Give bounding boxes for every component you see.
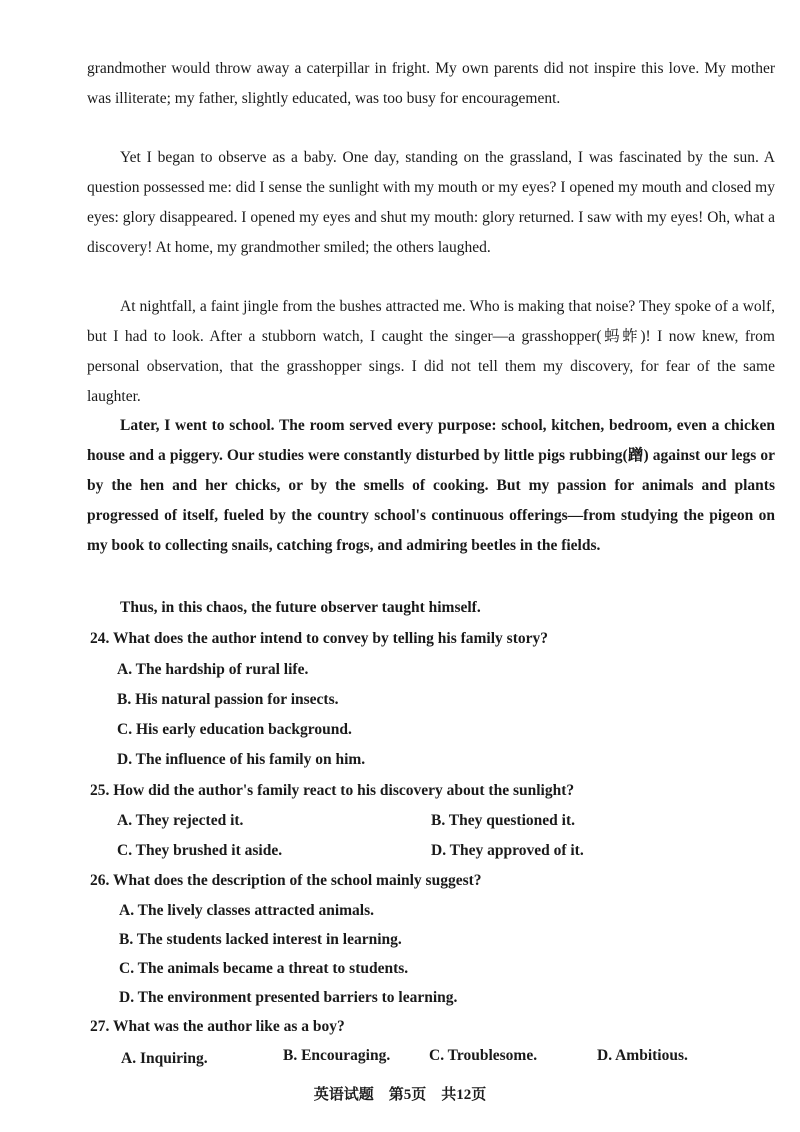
answer-option: A. The hardship of rural life. — [117, 661, 309, 678]
question-stem: 25. How did the author's family react to his discovery about the sunlight? — [90, 782, 575, 799]
passage-paragraph: At nightfall, a faint jingle from the bushes attracted me. Who is making that noise? They spoke of a wolf, but I had to look. After a stubborn watch, I caught the singer—a grasshopper(蚂蚱)! I now knew, from personal observation, that the grasshopper sings. I did not tell them my discovery, for fear of the same laughter. — [87, 298, 775, 405]
answer-option: A. The lively classes attracted animals. — [119, 902, 375, 919]
answer-option: D. The influence of his family on him. — [117, 751, 366, 768]
answer-option: C. Troublesome. — [429, 1047, 538, 1064]
answer-option: B. Encouraging. — [283, 1047, 391, 1064]
answer-option: B. His natural passion for insects. — [117, 691, 339, 708]
answer-option: D. The environment presented barriers to learning. — [119, 989, 458, 1006]
page-footer: 英语试题 第5页 共12页 — [313, 1087, 487, 1103]
question-stem: 24. What does the author intend to convey by telling his family story? — [90, 630, 548, 647]
answer-option: C. They brushed it aside. — [117, 842, 283, 859]
passage-paragraph: grandmother would throw away a caterpillar in fright. My own parents did not inspire this love. My mother was illiterate; my father, slightly educated, was too busy for encouragement. — [87, 60, 775, 107]
answer-option: C. The animals became a threat to students. — [119, 960, 409, 977]
question-stem: 26. What does the description of the school mainly suggest? — [90, 872, 482, 889]
answer-option: D. Ambitious. — [597, 1047, 688, 1064]
answer-option: B. The students lacked interest in learning. — [119, 931, 402, 948]
answer-option: D. They approved of it. — [431, 842, 584, 859]
answer-option: A. They rejected it. — [117, 812, 244, 829]
passage-paragraph: Thus, in this chaos, the future observer taught himself. — [120, 599, 481, 616]
answer-option: B. They questioned it. — [431, 812, 575, 829]
passage-paragraph: Later, I went to school. The room served every purpose: school, kitchen, bedroom, even a chicken house and a piggery. Our studies were constantly disturbed by little pigs rubbing(蹭) against our legs or by the hen and her chicks, or by the smells of cooking. But my passion for animals and plants progressed of itself, fueled by the country school's continuous offerings—from studying the pigeon on my book to collecting snails, catching frogs, and admiring beetles in the fields. — [87, 417, 775, 554]
answer-option: C. His early education background. — [117, 721, 352, 738]
question-stem: 27. What was the author like as a boy? — [90, 1018, 345, 1035]
answer-option: A. Inquiring. — [121, 1050, 208, 1067]
passage-paragraph: Yet I began to observe as a baby. One day, standing on the grassland, I was fascinated by the sun. A question possessed me: did I sense the sunlight with my mouth or my eyes? I opened my mouth and closed my eyes: glory disappeared. I opened my eyes and shut my mouth: glory returned. I saw with my eyes! Oh, what a discovery! At home, my grandmother smiled; the others laughed. — [87, 149, 775, 256]
